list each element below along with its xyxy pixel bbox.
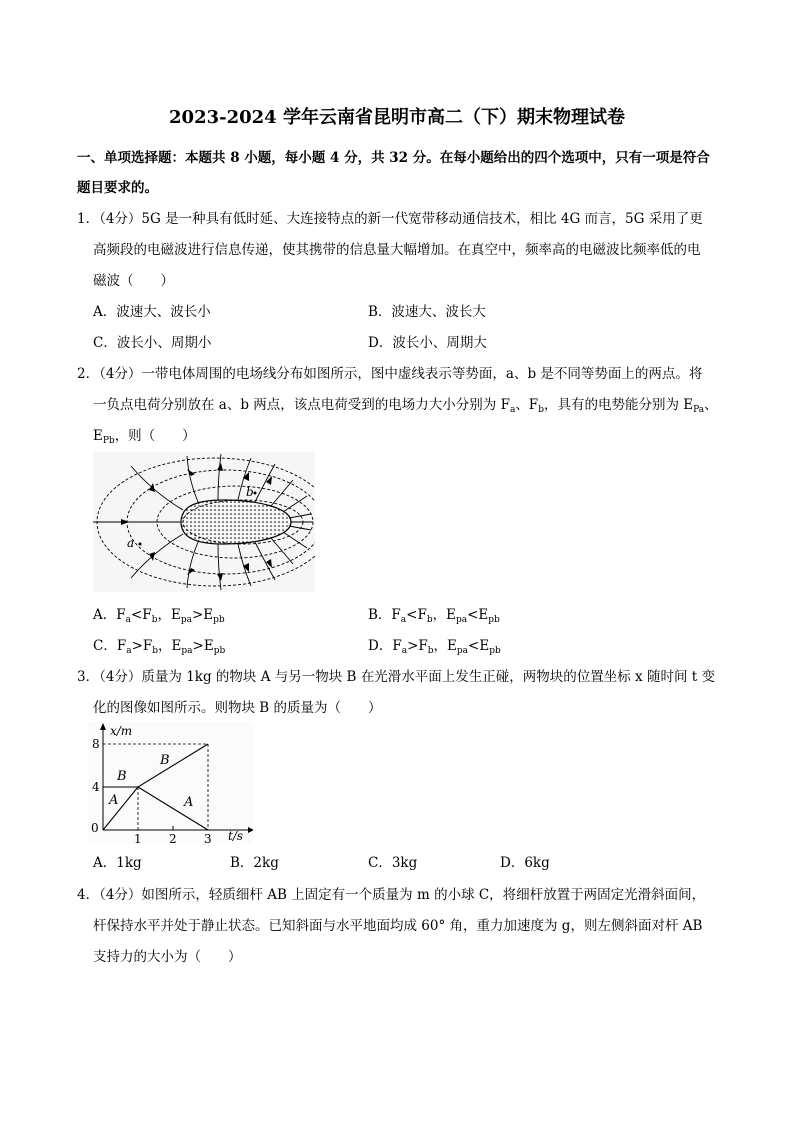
q1-line2: 高频段的电磁波进行信息传递，使其携带的信息量大幅增加。在真空中，频率高的电磁波比频率低的电 <box>93 242 701 258</box>
series-b-label-2: B <box>160 753 170 768</box>
q2-option-b: B．$F_a<F_b$，$E_{pa}<E_{pb}$ <box>368 607 500 625</box>
series-a-label-1: A <box>109 793 119 808</box>
y-tick-8: 8 <box>92 737 100 751</box>
q2-line2: 一负点电荷分别放在 a、b 两点，该点电荷受到的电场力大小分别为 $F_a$、$F_b$，具有的电势能分别为 $E_{Pa}$、 <box>93 397 718 415</box>
electric-field-figure <box>93 452 315 592</box>
xt-graph <box>88 722 253 844</box>
q3-option-c: C．3kg <box>368 855 418 871</box>
point-a <box>139 543 142 546</box>
q4-line1: 4．（4分）如图所示，轻质细杆 AB 上固定有一个质量为 m 的小球 C，将细杆放置于两固定光滑斜面间， <box>77 887 706 903</box>
y-axis-label: x/m <box>110 724 133 738</box>
section-heading: 一、单项选择题：本题共 8 小题，每小题 4 分，共 32 分。在每小题给出的四个选项中，只有一项是符合 <box>77 150 710 166</box>
point-a-label: a <box>127 536 135 550</box>
q2-option-d: D．$F_a>F_b$，$E_{pa}<E_{pb}$ <box>368 638 501 656</box>
x-tick-1: 1 <box>134 832 142 844</box>
section-heading-cont: 题目要求的。 <box>77 180 158 196</box>
series-a-label-2: A <box>184 795 194 810</box>
q1-option-a: A．波速大、波长小 <box>93 304 211 320</box>
q2-line1: 2．（4分）一带电体周围的电场线分布如图所示，图中虚线表示等势面，a、b 是不同等势面上的两点。将 <box>77 366 703 382</box>
q2-line3: $E_{Pb}$，则（ ） <box>93 428 196 446</box>
q4-line3: 支持力的大小为（ ） <box>93 949 242 965</box>
charged-body <box>181 500 291 544</box>
y-tick-4: 4 <box>92 780 100 794</box>
q2-option-c: C．$F_a>F_b$，$E_{pa}>E_{pb}$ <box>93 638 226 656</box>
x-tick-3: 3 <box>204 832 212 844</box>
y-tick-0: 0 <box>91 821 99 835</box>
q3-option-d: D．6kg <box>500 855 550 871</box>
q3-option-b: B．2kg <box>230 855 279 871</box>
q3-option-a: A．1kg <box>93 855 142 871</box>
page-title: 2023-2024 学年云南省昆明市高二（下）期末物理试卷 <box>169 107 625 128</box>
q1-line3: 磁波（ ） <box>93 273 174 289</box>
q1-option-c: C．波长小、周期小 <box>93 335 212 351</box>
q1-line1: 1．（4分）5G 是一种具有低时延、大连接特点的新一代宽带移动通信技术，相比 4G 而言，5G 采用了更 <box>77 211 703 227</box>
q2-option-a: A．$F_a<F_b$，$E_{pa}>E_{pb}$ <box>93 607 225 625</box>
q1-option-b: B．波速大、波长大 <box>368 304 486 320</box>
q3-line2: 化的图像如图所示。则物块 B 的质量为（ ） <box>93 700 382 716</box>
q3-line1: 3．（4分）质量为 1kg 的物块 A 与另一物块 B 在光滑水平面上发生正碰，两物块的位置坐标 x 随时间 t 变 <box>77 669 715 685</box>
x-axis-label: t/s <box>228 829 244 843</box>
q1-option-d: D．波长小、周期大 <box>368 335 487 351</box>
point-b <box>254 492 257 495</box>
series-b-label-1: B <box>117 769 127 784</box>
q4-line2: 杆保持水平并处于静止状态。已知斜面与水平地面均成 60° 角，重力加速度为 g，则左侧斜面对杆 AB <box>93 918 703 934</box>
x-tick-label-2: 2 <box>169 832 177 844</box>
point-b-label: b <box>246 485 254 499</box>
